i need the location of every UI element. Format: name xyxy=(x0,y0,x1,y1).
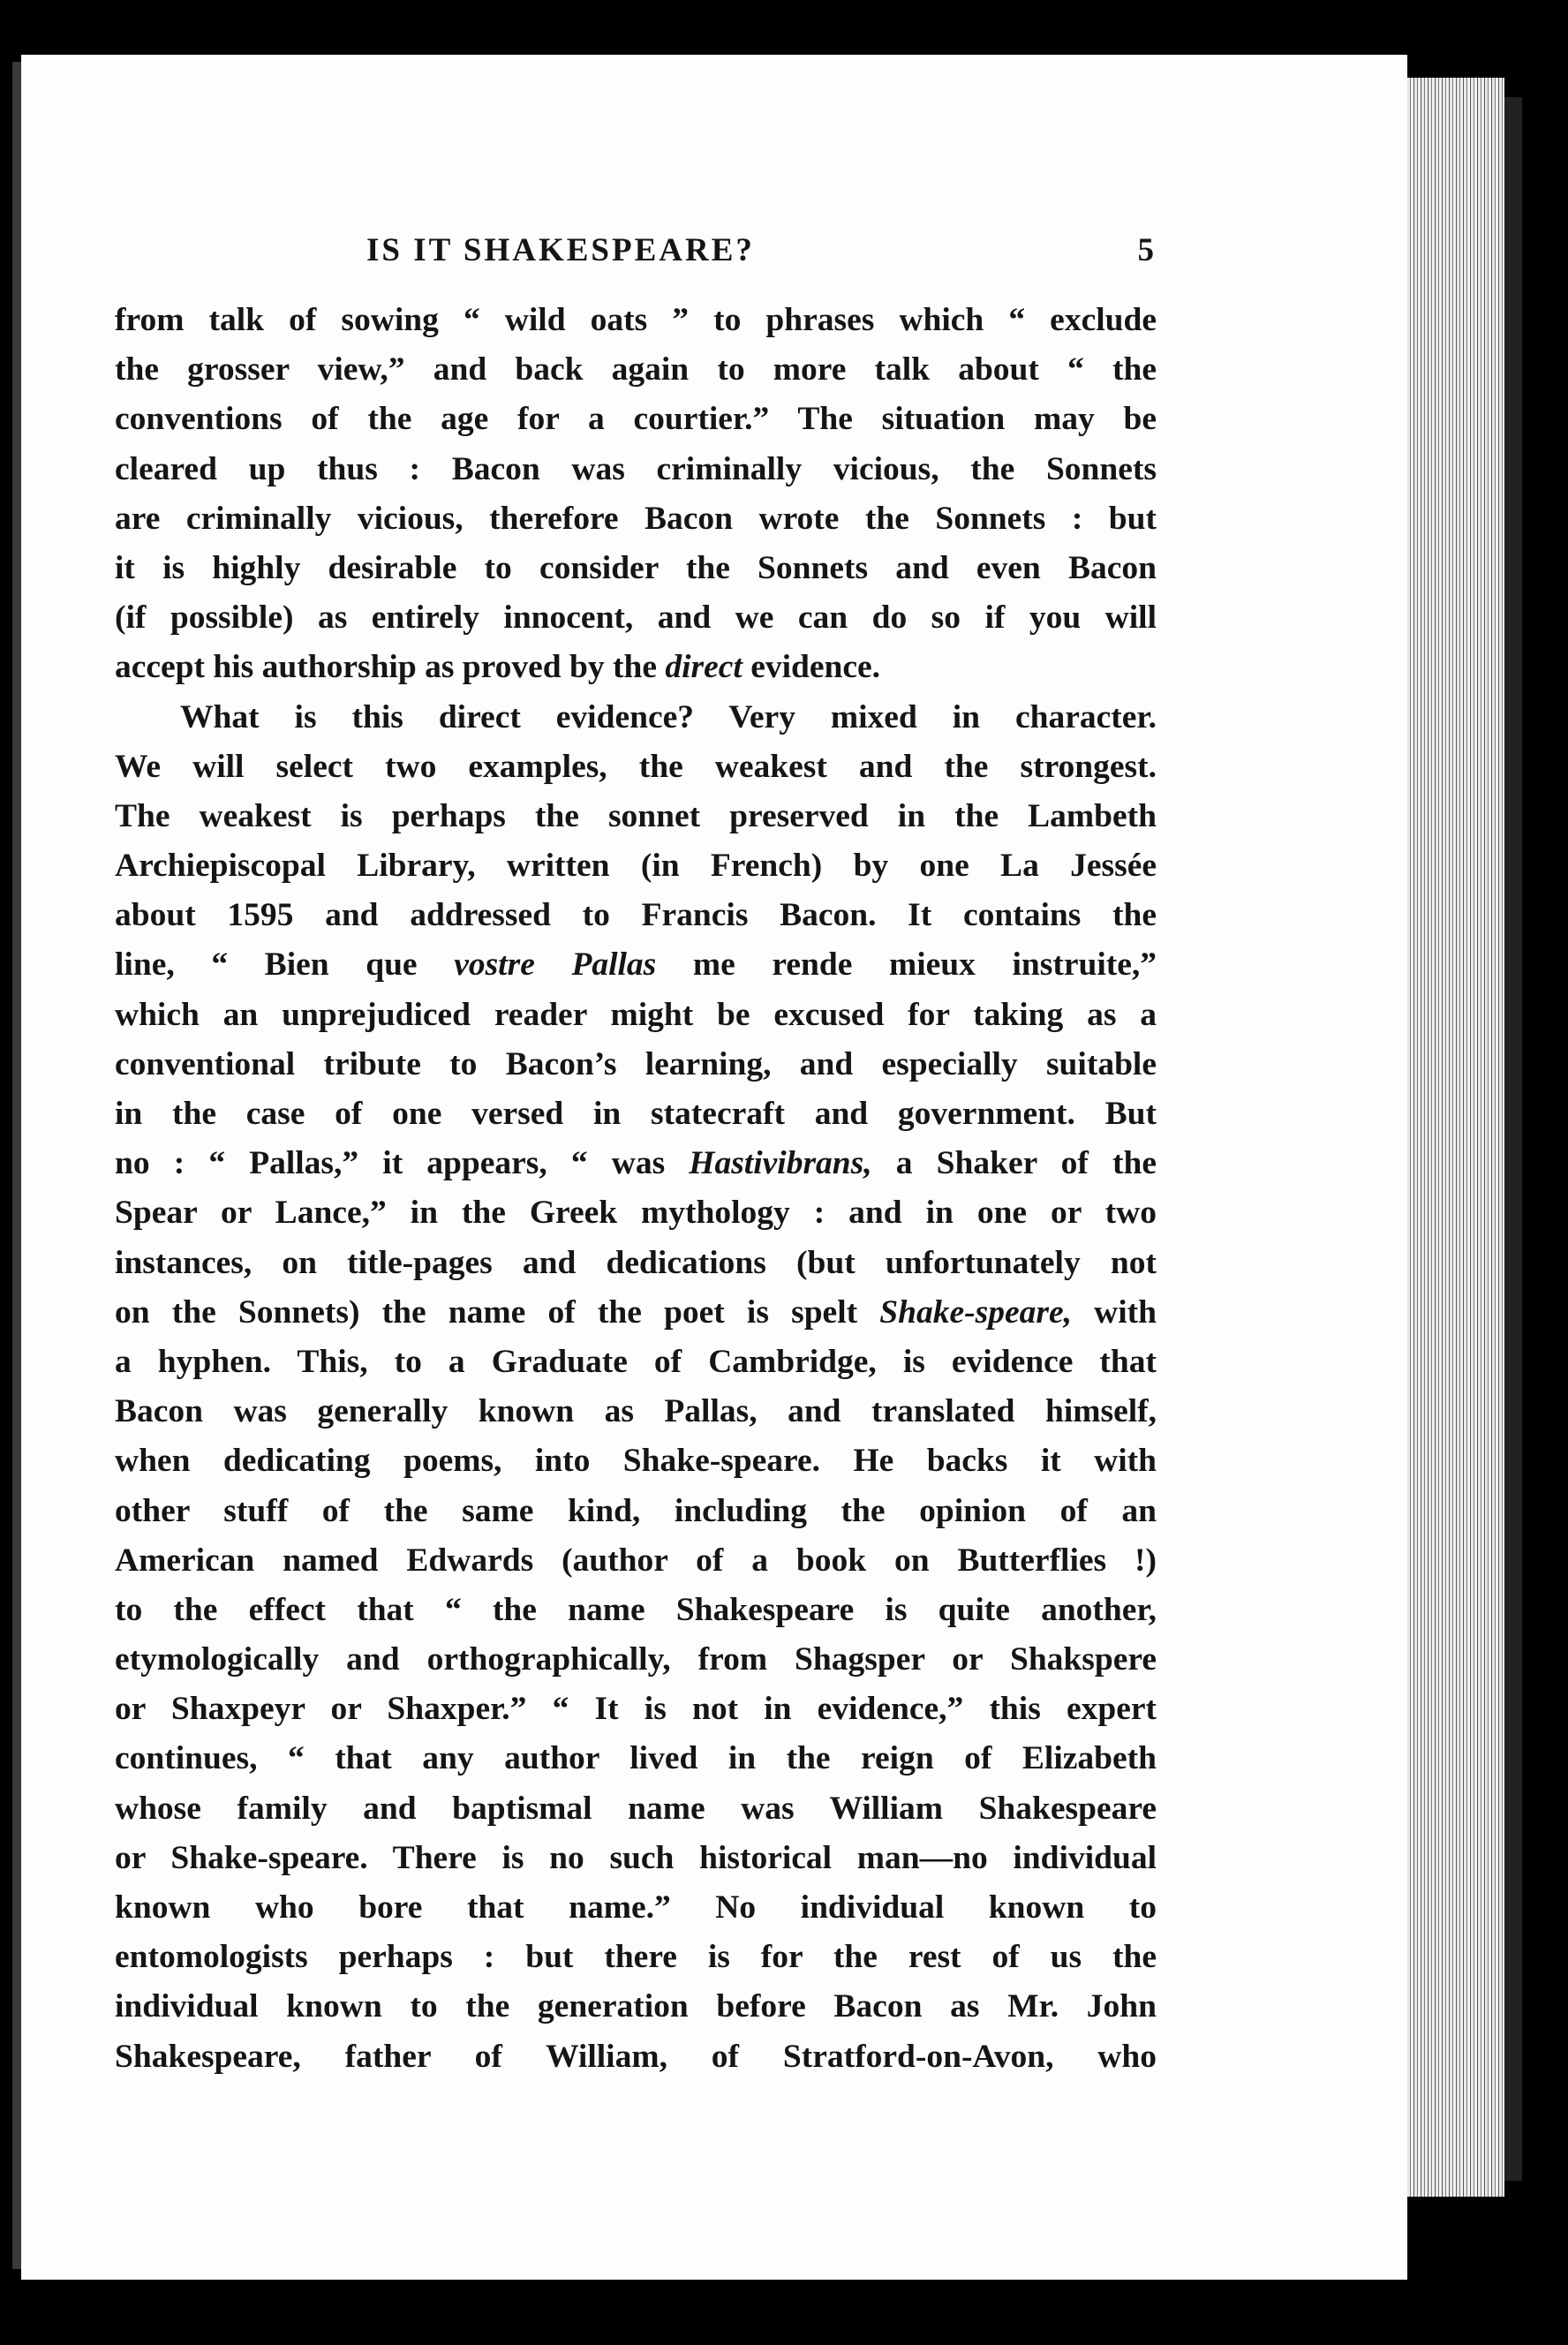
text-run: line, “ Bien que xyxy=(115,946,455,984)
text-line: Spear or Lance,” in the Greek mythology : and in one or two xyxy=(115,1195,1157,1232)
italic-text: Shake-speare, xyxy=(879,1293,1072,1331)
text-line: entomologists perhaps : but there is for the rest of us the xyxy=(115,1939,1157,1976)
italic-text: vostre Pallas xyxy=(454,946,657,984)
left-page-edge xyxy=(12,62,21,2269)
running-title: IS IT SHAKESPEARE? xyxy=(366,232,755,268)
text-run: on the Sonnets) the name of the poet is spelt xyxy=(115,1293,880,1331)
text-line: the grosser view,” and back again to more talk about “ the xyxy=(115,351,1157,388)
text-run: a Shaker of the xyxy=(871,1145,1157,1182)
text-run: with xyxy=(1071,1293,1157,1331)
text-line: conventions of the age for a courtier.” The situation may be xyxy=(115,401,1157,438)
text-line: American named Edwards (author of a book on Butterflies !) xyxy=(115,1542,1157,1579)
text-line: in the case of one versed in statecraft and government. But xyxy=(115,1096,1157,1132)
text-line: it is highly desirable to consider the Sonnets and even Bacon xyxy=(115,549,1157,586)
text-line: other stuff of the same kind, including the opinion of an xyxy=(115,1492,1157,1529)
text-line: a hyphen. This, to a Graduate of Cambridge, is evidence that xyxy=(115,1343,1157,1380)
text-line: individual known to the generation before Bacon as Mr. John xyxy=(115,1988,1157,2025)
text-line: which an unprejudiced reader might be excused for taking as a xyxy=(115,996,1157,1033)
text-line xyxy=(115,940,1157,990)
text-line: when dedicating poems, into Shake-speare. He backs it with xyxy=(115,1443,1157,1480)
text-line: We will select two examples, the weakest and the strongest. xyxy=(115,748,1157,785)
page-stack-shadow xyxy=(1504,97,1522,2181)
page-text xyxy=(115,231,1157,2082)
text-line xyxy=(115,1139,1157,1188)
text-line: are criminally vicious, therefore Bacon wrote the Sonnets : but xyxy=(115,500,1157,537)
text-line: or Shake-speare. There is no such historical man—no individual xyxy=(115,1839,1157,1876)
text-line: Shakespeare, father of William, of Stratford-on-Avon, who xyxy=(115,2038,1157,2075)
text-line: whose family and baptismal name was William Shakespeare xyxy=(115,1790,1157,1827)
text-line: about 1595 and addressed to Francis Bacon. It contains the xyxy=(115,897,1157,934)
text-line: continues, “ that any author lived in the reign of Elizabeth xyxy=(115,1740,1157,1777)
running-head xyxy=(115,231,1157,281)
text-line: etymologically and orthographically, from Shagsper or Shakspere xyxy=(115,1641,1157,1678)
text-line xyxy=(115,1288,1157,1338)
italic-text: direct xyxy=(665,649,743,686)
text-line: cleared up thus : Bacon was criminally vicious, the Sonnets xyxy=(115,450,1157,487)
page-number: 5 xyxy=(1137,232,1157,268)
text-line xyxy=(115,643,1157,692)
text-line: known who bore that name.” No individual known to xyxy=(115,1889,1157,1926)
text-line: Bacon was generally known as Pallas, and translated himself, xyxy=(115,1393,1157,1430)
text-line: conventional tribute to Bacon’s learning, and especially suitable xyxy=(115,1045,1157,1082)
text-line: What is this direct evidence? Very mixed in character. xyxy=(180,698,1157,735)
text-run: me rende mieux instruite,” xyxy=(656,946,1157,984)
text-run: accept his authorship as proved by the xyxy=(115,649,666,686)
text-line: instances, on title-pages and dedications (but unfortunately not xyxy=(115,1244,1157,1281)
text-run: evidence. xyxy=(742,649,881,686)
text-line: The weakest is perhaps the sonnet preserved in the Lambeth xyxy=(115,797,1157,834)
page-stack-edge xyxy=(1407,78,1504,2197)
text-line: to the effect that “ the name Shakespeare is quite another, xyxy=(115,1591,1157,1628)
text-run: no : “ Pallas,” it appears, “ was xyxy=(115,1145,690,1182)
text-line: or Shaxpeyr or Shaxper.” “ It is not in evidence,” this expert xyxy=(115,1691,1157,1728)
text-line: (if possible) as entirely innocent, and we can do so if you will xyxy=(115,599,1157,637)
text-line: Archiepiscopal Library, written (in French) by one La Jessée xyxy=(115,848,1157,885)
italic-text: Hastivibrans, xyxy=(689,1145,872,1182)
text-line: from talk of sowing “ wild oats ” to phrases which “ exclude xyxy=(115,302,1157,338)
